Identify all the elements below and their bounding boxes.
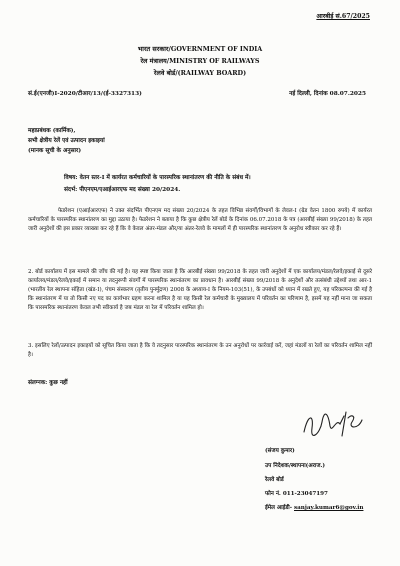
circular-number: आरबीई सं.67/2025: [316, 13, 370, 20]
email-label: ईमेल आईडी-: [265, 505, 295, 511]
subject-line: विषय: वेतन स्तर-I में कार्यरत कर्मचारियों के पारस्परिक स्थानांतरण की नीति के संबंध में।: [64, 175, 251, 181]
paragraph-2: 2. बोर्ड कार्यालय में इस मामले की जाँच की गई है। यह स्पष्ट किया जाता है कि आरबीई संख्या 99/2018 के तहत जारी अनुदेशों में एक कार्यालय/मंडल/रेलवे/इकाई से दूसरे कार्यालय/मंडल/रेलवे/इकाई में समान या तदनुरूपी संवर्गों में पारस्परिक स्थानांतरण का प्रावधान है। आरबीई संख्या 99/2018 के अनुदेशों और तत्संबंधी उद्देश्यों तथा आर-1 (भारतीय रेल स्थापना संहिता (खंड-I), पंचम संस्करण (तृतीय पुनर्मुद्रण) 2008 के अध्याय-I के नियम-103(51), के उपबंधों को ध्यान में रखते हुए, यह परिकल्पना की गई है कि स्थानांतरण में या तो किसी नए पद का कार्यभार ग्रहण करना शामिल है या यह किसी रेल कर्मचारी के मुख्यालय में परिवर्तन का परिणाम है, इसमें यह नहीं माना जा सकता कि पारस्परिक स्थानांतरण केवल तभी स्वीकार्य है जब मंडल या रेल में परिवर्तन शामिल हो।: [28, 269, 372, 311]
enclosure-note: संलग्नक: कुछ नहीं: [28, 380, 68, 386]
signatory-office: रेलवे बोर्ड: [265, 477, 284, 483]
signatory-phone: फोन नं. 011-23047197: [265, 491, 328, 497]
signatory-name: (संजय कुमार): [265, 448, 295, 454]
reference-line: संदर्भ: पीएनएम/एआईआरएफ मद संख्या 20/2024.: [64, 187, 181, 193]
addressee-line-3: (मानक सूची के अनुसार): [28, 148, 82, 154]
signatory-designation: उप निदेशक/स्थापना(अराज.): [265, 463, 326, 469]
reference-number: सं.ई(एनजी)I-2020/टीआर/13/(ई-3327313): [28, 91, 142, 97]
paragraph-1: फेडरेशन (एआईआरएफ) ने उक्त संदर्भित पीएनएम मद संख्या 20/2024 के तहत विभिन्न संवर्गों/विभागों के लेवल-I (ग्रेड वेतन 1800 रुपये) में कार्यरत कर्मचारियों के पारस्परिक स्थानांतरण का मुद्दा उठाया है। फेडरेशन ने बताया है कि कुछ क्षेत्रीय रेलें बोर्ड के दिनांक 06.07.2018 के पत्र (आरबीई संख्या 99/2018) के तहत जारी अनुदेशों की इस प्रकार व्याख्या कर रहे हैं कि वे केवल अंतर-मंडल और/या अंतर-रेलवे के मामलों में ही पारस्परिक स्थानांतरण के अनुरोध स्वीकार कर रहे हैं।: [28, 208, 372, 232]
email-link[interactable]: sanjay.kumar6@gov.in: [294, 505, 364, 511]
signatory-email: [265, 503, 363, 511]
header-government: भारत सरकार/GOVERNMENT OF INDIA: [137, 45, 263, 53]
header-board: रेलवे बोर्ड/(RAILWAY BOARD): [153, 69, 247, 77]
addressee-line-1: महाप्रबंधक (कार्मिक),: [28, 128, 76, 134]
paragraph-3: 3. इसलिए रेलों/उत्पादन इकाइयों को सूचित किया जाता है कि वे तदनुसार पारस्परिक स्थानांतरण के उन अनुरोधों पर कार्रवाई करें, जहां मंडलों या रेलों का परिवर्तन शामिल नहीं है।: [28, 343, 372, 358]
addressee-line-2: सभी क्षेत्रीय रेलें एवं उत्पादन इकाइयां: [28, 138, 105, 144]
header-ministry: रेल मंत्रालय/MINISTRY OF RAILWAYS: [140, 57, 260, 65]
letter-date: नई दिल्ली, दिनांक 08.07.2025: [289, 91, 366, 97]
handwritten-signature: [300, 408, 366, 442]
